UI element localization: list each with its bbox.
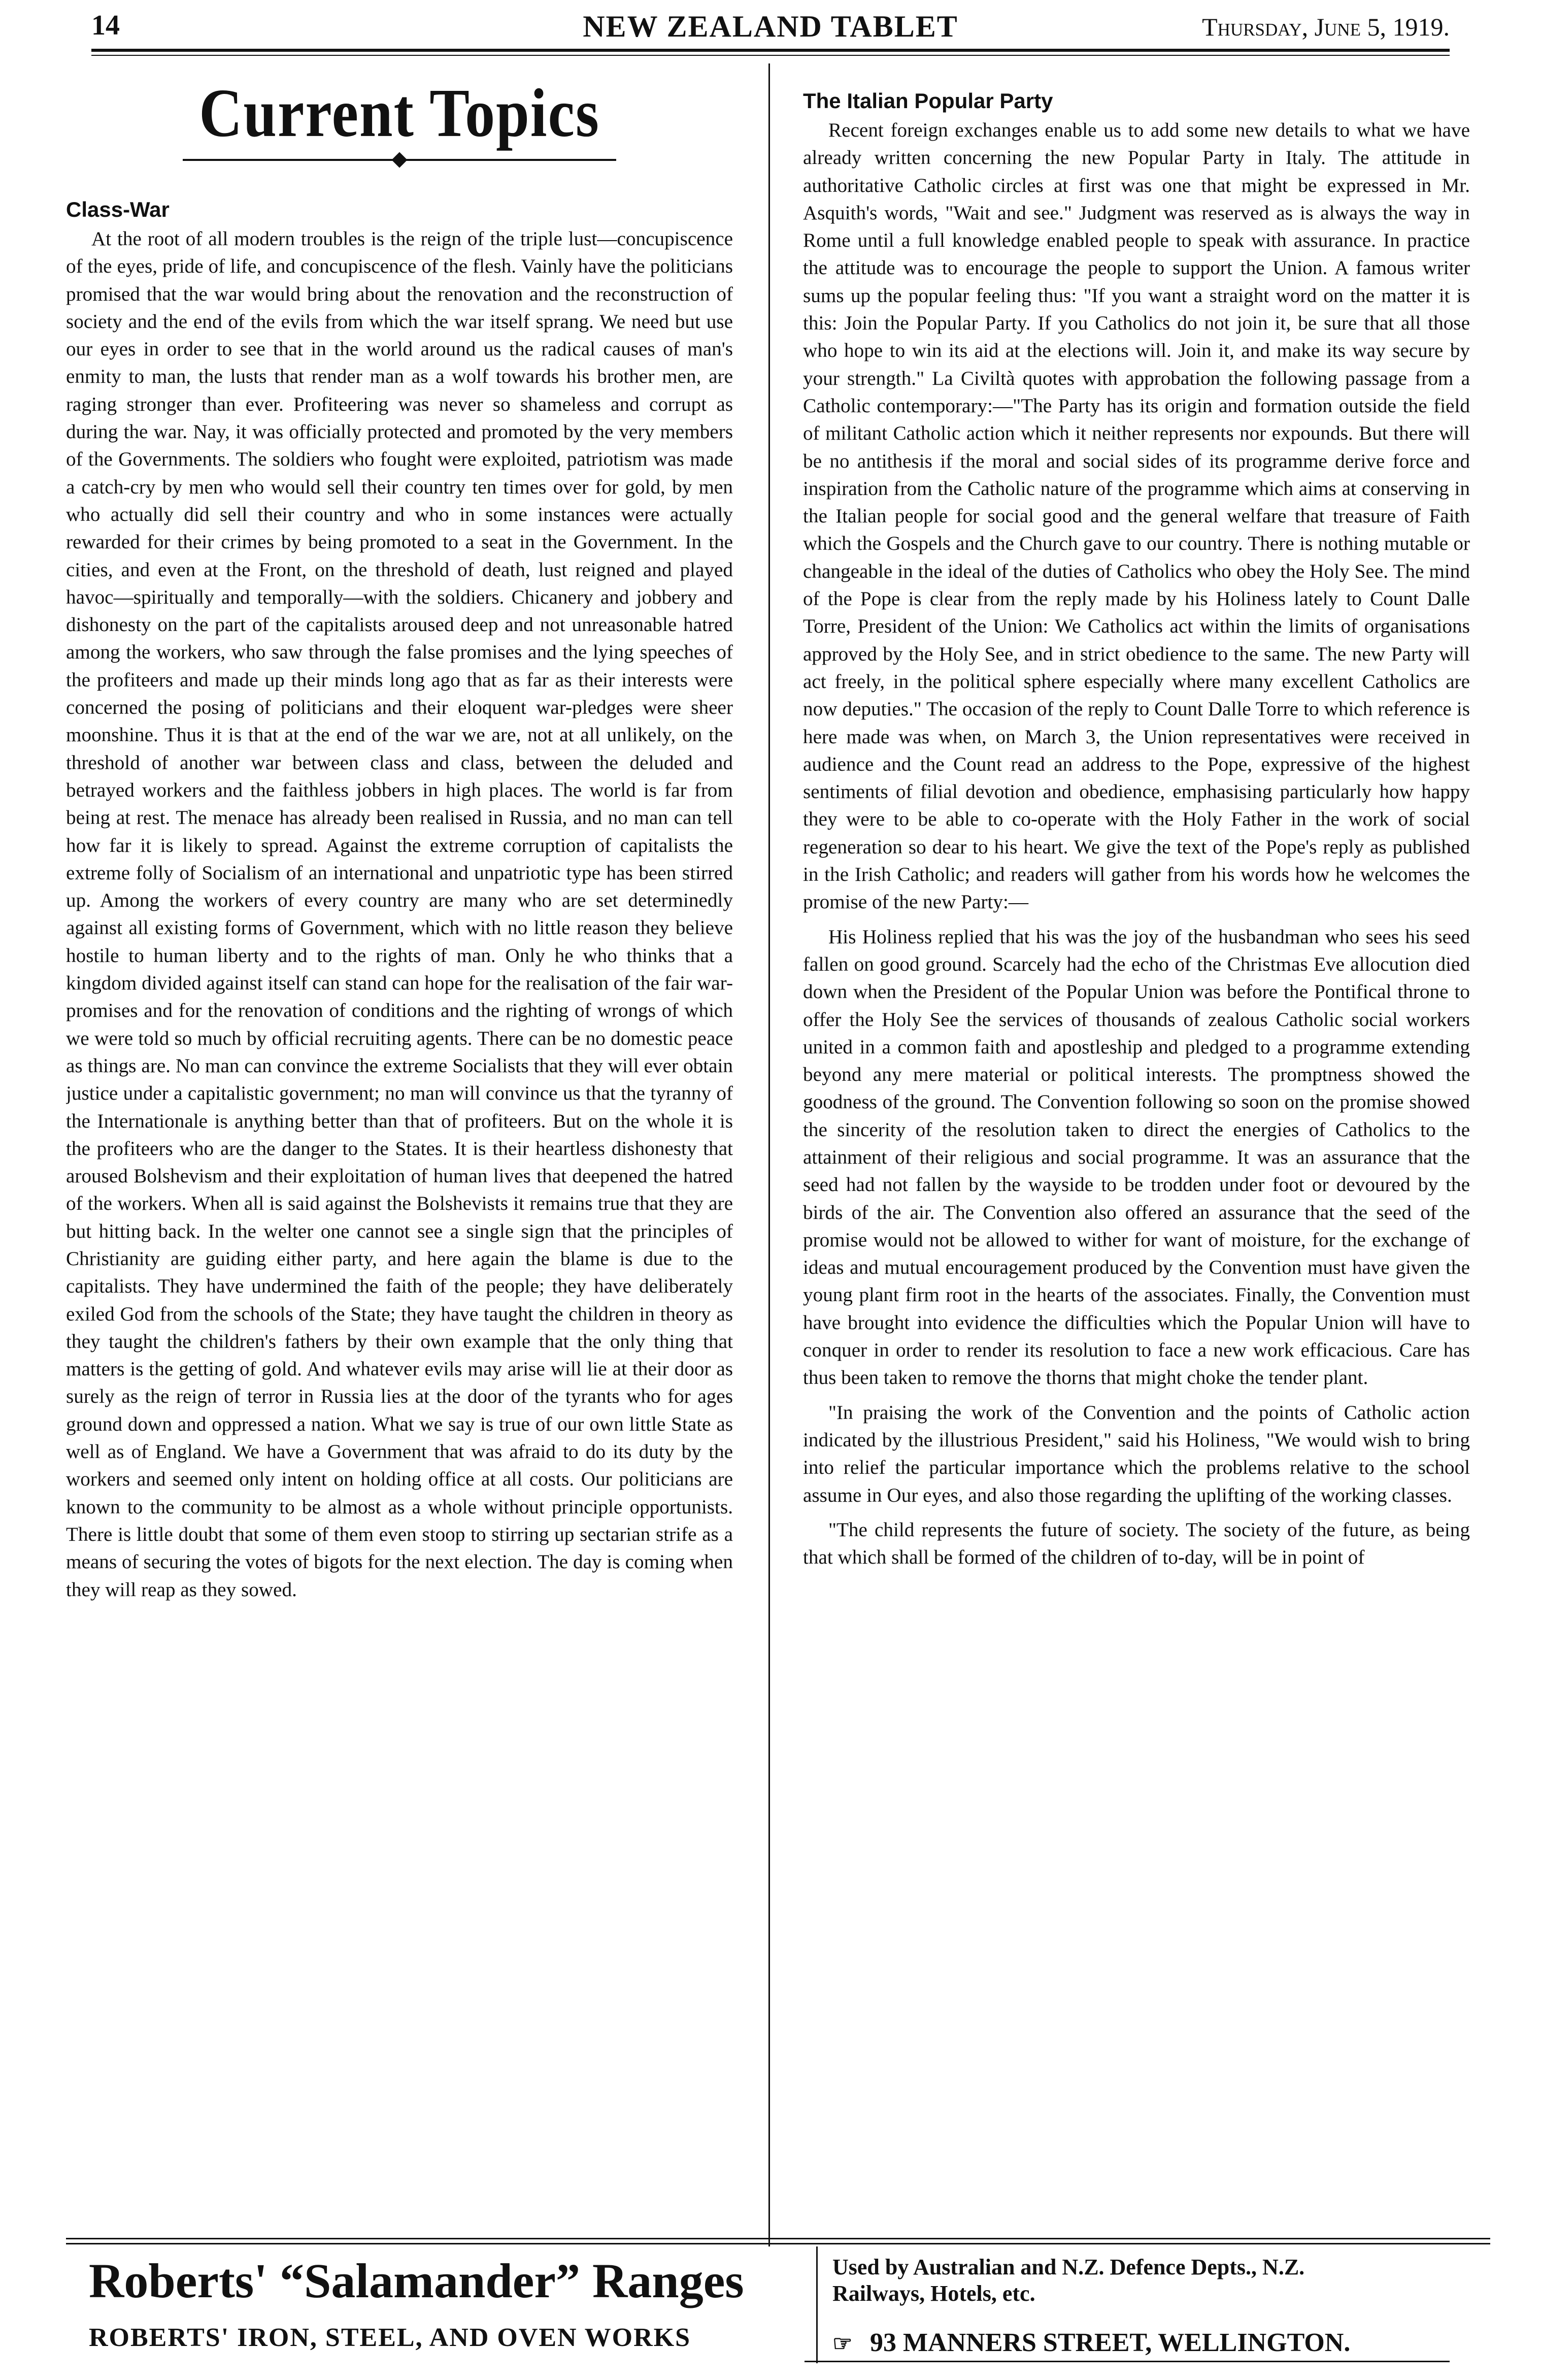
article-paragraph: Recent foreign exchanges enable us to add some new details to what we have already written concerning the new Popular Party in Italy. The attitude in authoritative Catholic circles at first was one that might be expressed in Mr. Asquith's words, "Wait and see." Judgment was reserved as is always the way in Rome until a full knowledge enabled people to speak with assurance. In practice the attitude was to encourage the people to support the Union. A famous writer sums up the popular feeling thus: "If you want a straight word on the matter it is this: Join the Popular Party. If you Catholics do not join it, be sure that all those who hope to win its aid at the elections will. Join it, and make its way secure by your strength." La Civiltà quotes with approbation the following passage from a Catholic contemporary:—"The Party has its origin and formation outside the field of militant Catholic action which it neither represents nor expounds. But there will be no antithesis if the moral and social sides of its programme derive force and inspiration from the Catholic nature of the programme which aims at conserving in the Italian people for social good and the general welfare that treasure of Faith which the Gospels and the Church gave to our country. There is nothing mutable or changeable in the ideal of the duties of Catholics who obey the Holy See. The mind of the Pope is clear from the reply made by his Holiness lately to Count Dalle Torre, President of the Union: We Catholics act within the limits of organisations approved by the Holy See, and in strict obedience to the same. The new Party will act freely, in the political sphere especially where many excellent Catholics are now deputies." The occasion of the reply to Count Dalle Torre to which reference is here made was when, on March 3, the Union representatives were received in audience and the Count read an address to the Pope, expressive of the highest sentiments of filial devotion and obedience, emphasising particularly how happy they were to be able to co-operate with the Holy Father in the work of social regeneration so dear to his heart. We give the text of the Pope's reply as published in the Irish Catholic; and readers will gather from his words how he welcomes the promise of the new Party:— — [803, 119, 1470, 913]
header-rule-thin — [91, 55, 1450, 56]
footer-rule — [66, 2238, 1490, 2239]
advertisement-used-by: Used by Australian and N.Z. Defence Depts., N.Z. — [832, 2255, 1305, 2279]
running-head — [91, 9, 1450, 45]
article-title: Class-War — [66, 197, 170, 221]
article-paragraph: At the root of all modern troubles is the reign of the triple lust—concupiscence of the eyes, pride of life, and concupiscence of the flesh. Vainly have the politicians promised that the war would bring about the renovation and the reconstruction of society and the end of the evils from which the war itself sprang. We need but use our eyes in order to see that in the world around us the radical causes of man's enmity to man, the lusts that render man as a wolf towards his brother men, are raging stronger than ever. Profiteering was never so shameless and corrupt as during the war. Nay, it was officially protected and promoted by the very members of the Governments. The soldiers who fought were exploited, patriotism was made a catch-cry by men who would sell their country ten times over for gold, by men who actually did sell their country and who in some instances were actually rewarded for their crimes by being promoted to a seat in the Government. In the cities, and even at the Front, on the threshold of death, lust reigned and played havoc—spiritually and temporally—with the soldiers. Chicanery and jobbery and dishonesty on the part of the capitalists aroused deep and not unreasonable hatred among the workers, who saw through the false promises and the lying speeches of the profiteers and made up their minds long ago that as far as their interests were concerned the posing of politicians and their eloquent war-pledges were sheer moonshine. Thus it is that at the end of the war we are, not at all unlikely, on the threshold of another war between class and class, between the deluded and betrayed workers and the faithless jobbers in high places. The world is far from being at rest. The menace has already been realised in Russia, and no man can tell how far it is likely to spread. Against the extreme corruption of capitalists the extreme folly of Socialism of an international and unpatriotic type has been stirred up. Among the workers of every country are many who are set determinedly against all existing forms of Government, which with no little reason they believe hostile to human liberty and to the rights of man. Only he who thinks that a kingdom divided against itself can stand can hope for the realisation of the fair war-promises and for the renovation of conditions and the righting of wrongs of which we were told so much by official recruiting agents. There can be no domestic peace as things are. No man can convince the extreme Socialists that they will ever obtain justice under a capitalistic government; no man will convince us that the tyranny of the Internationale is anything better than that of profiteers. But on the whole it is the profiteers who are the danger to the States. It is their heartless dishonesty that aroused Bolshevism and their exploitation of human lives that deepened the hatred of the workers. When all is said against the Bolshevists it remains true that they are but hitting back. In the welter one cannot see a single sign that the principles of Christianity are guiding either party, and here again the blame is due to the capitalists. They have undermined the faith of the people; they have deliberately exiled God from the schools of the State; they have taught the children in theory as they taught the children's fathers by their own example that the only thing that matters is the getting of gold. And whatever evils may arise will lie at their door as surely as the reign of terror in Russia lies at the door of the tyrants who for ages ground down and oppressed a nation. What we say is true of our own little State as well as of England. We have a Government that was afraid to do its duty by the workers and seemed only intent on holding office at all costs. Our politicians are known to the community to be almost as a whole without principle opportunists. There is little doubt that some of them even stoop to stirring up sectarian strife as a means of securing the votes of bigots for the next election. The day is coming when they will reap as they sowed. — [66, 228, 733, 1601]
advertisement-brand: Roberts' “Salamander” Ranges — [89, 2254, 744, 2308]
advertisement-brand-block — [89, 2252, 860, 2356]
footer-rule — [66, 2243, 1490, 2244]
pointing-hand-icon: ☞ — [832, 2331, 853, 2356]
column-divider — [768, 63, 770, 2246]
header-rule — [91, 49, 1450, 52]
ornament-divider — [183, 152, 616, 168]
advertisement-address: 93 MANNERS STREET, WELLINGTON. — [870, 2328, 1351, 2357]
publication-title: NEW ZEALAND TABLET — [583, 10, 958, 43]
advertisement-address-line — [832, 2327, 1472, 2360]
page-number: 14 — [91, 10, 120, 41]
article-title: The Italian Popular Party — [803, 89, 1053, 113]
article-paragraph: "In praising the work of the Convention and the points of Catholic action indicated by the illustrious President," said his Holiness, "We would wish to bring into relief the particular importance which the problems relative to the school assume in Our eyes, and also those regarding the uplifting of the working classes. — [803, 1401, 1470, 1506]
article-paragraph: His Holiness replied that his was the joy of the husbandman who sees his seed fallen on good ground. Scarcely had the echo of the Christmas Eve allocution died down when the President of the Popular Union was before the Pontifical throne to offer the Holy See the services of thousands of zealous Catholic social workers united in a common faith and apostleship and pledged to a programme extending beyond any mere material or political interests. The promptness showed the goodness of the ground. The Convention following so soon on the promise showed the sincerity of the resolution taken to direct the energies of Catholics to the attainment of their religious and social programme. It was an assurance that the seed had not fallen by the wayside to be trodden under foot or devoured by the birds of the air. The Convention also offered an assurance that the seed of the promise would not be allowed to wither for want of moisture, for the exchange of ideas and mutual encouragement produced by the Convention must have given the young plant firm root in the hearts of the associates. Finally, the Convention must have brought into evidence the difficulties which the Popular Union will have to conquer in order to render its resolution to face a new work efficacious. Care has thus been taken to remove the thorns that might choke the tender plant. — [803, 925, 1470, 1389]
issue-date: Thursday, June 5, 1919. — [1202, 13, 1450, 41]
advertisement-maker: ROBERTS' IRON, STEEL, AND OVEN WORKS — [89, 2323, 691, 2352]
advertisement-divider — [816, 2246, 818, 2363]
advertisement-used-by-cont: Railways, Hotels, etc. — [832, 2281, 1035, 2306]
advertisement-details — [832, 2254, 1472, 2360]
address-rule — [805, 2361, 1450, 2362]
left-column — [66, 65, 733, 2228]
article-paragraph: "The child represents the future of society. The society of the future, as being that which shall be formed of the children of to-day, will be in point of — [803, 1518, 1470, 1569]
right-column — [803, 65, 1470, 2212]
section-title: Current Topics — [199, 75, 600, 151]
diamond-icon — [391, 152, 407, 168]
